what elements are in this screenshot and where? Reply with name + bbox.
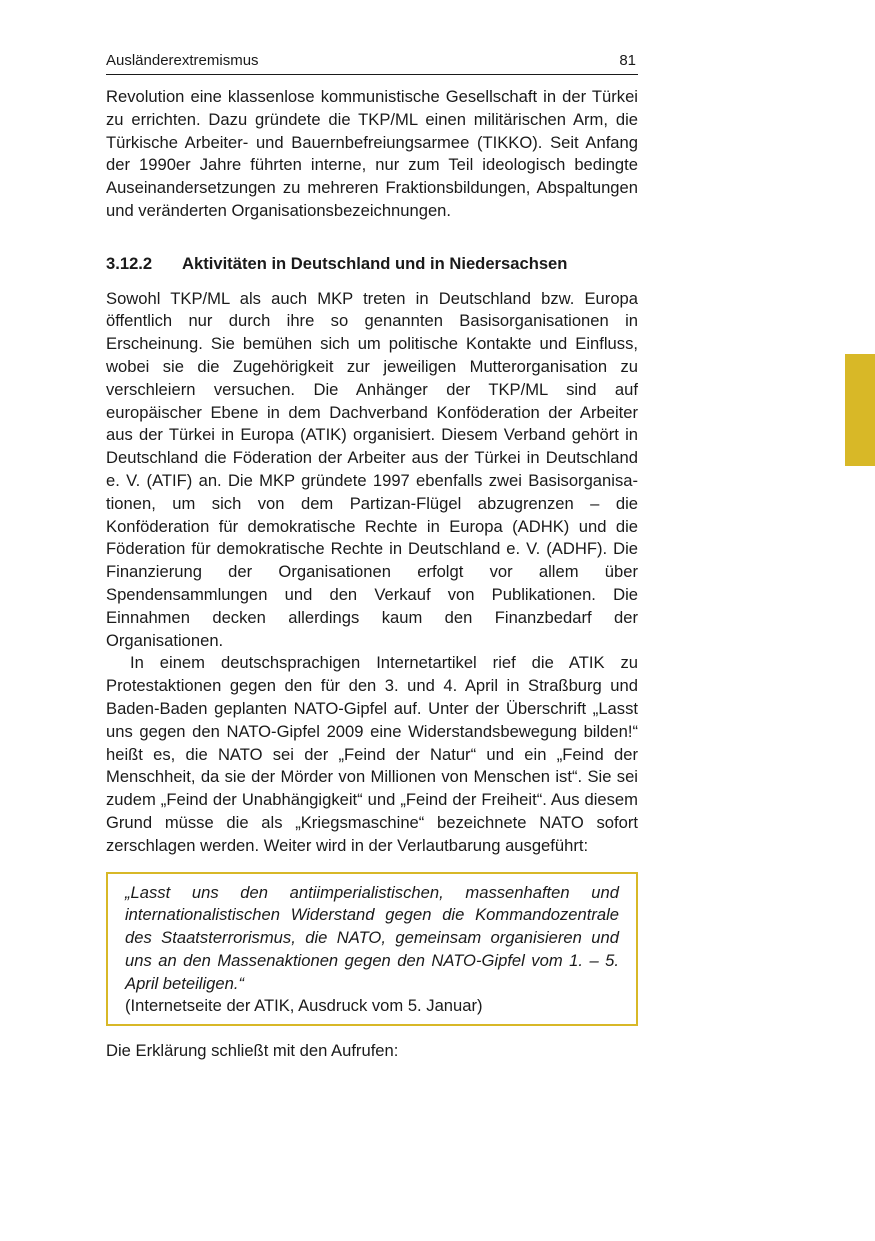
page-body	[106, 86, 638, 1063]
body-paragraph-2: In einem deutschsprachigen Internetartikel rief die ATIK zu Protestaktionen gegen den für den 3. und 4. April in Straßburg und Baden-Baden geplanten NATO-Gipfel auf. Unter der Überschrift „Lasst uns gegen den NATO-Gipfel 2009 eine Widerstandsbewegung bilden!“ heißt es, die NATO sei der „Feind der Natur“ und ein „Feind der Menschheit, da sie der Mörder von Millionen von Menschen ist“. Sie sei zudem „Feind der Unabhängigkeit“ und „Feind der Freiheit“. Aus diesem Grund müsse die als „Kriegsmaschine“ bezeichnete NATO sofort zerschlagen werden. Weiter wird in der Verlautbarung ausgeführt:	[106, 653, 638, 855]
section-heading	[106, 253, 638, 276]
quote-text: „Lasst uns den antiimperialistischen, massenhaften und internationalistischen Widerstand gegen die Kommandozentrale des Staatsterrorismus, die NATO, gemeinsam organisieren und uns an den Massenaktionen gegen den NATO-Gipfel vom 1. – 5. April beteiligen.“	[125, 882, 619, 993]
quote-box	[106, 872, 638, 1027]
header-section-title: Ausländerextremismus	[106, 52, 259, 69]
body-paragraph-1: Sowohl TKP/ML als auch MKP treten in Deutschland bzw. Europa öffentlich nur durch ihre so genannten Basisorganisationen in Erscheinung. Sie bemühen sich um politische Kontakte und Einfluss, wobei sie die Zugehörigkeit zur jeweiligen Mutterorganisation zu verschleiern versuchen. Die Anhänger der TKP/ML sind auf europäischer Ebene in dem Dachverband Konföderation der Arbeiter aus der Türkei in Europa (ATIK) organisiert. Diesem Verband gehört in Deutschland die Föderation der Arbeiter aus der Türkei in Deutschland e. V. (ATIF) an. Die MKP gründete 1997 ebenfalls zwei Basisorganisationen, um sich von dem Partizan-Flügel abzugrenzen – die Konföderation für demokratische Rechte in Europa (ADHK) und die Föderation für demokratische Rechte in Deutschland e. V. (ADHF). Die Finanzierung der Organisationen erfolgt vor allem über Spendensammlungen und den Verkauf von Publikationen. Die Einnahmen decken allerdings kaum den Finanzbedarf der Organisationen.	[106, 288, 638, 650]
section-title: Aktivitäten in Deutschland und in Niedersachsen	[182, 253, 568, 273]
quote-source: (Internetseite der ATIK, Ausdruck vom 5. Januar)	[125, 996, 483, 1016]
closing-paragraph: Die Erklärung schließt mit den Aufrufen:	[106, 1041, 399, 1061]
page-number: 81	[619, 52, 636, 69]
running-header	[106, 50, 638, 75]
intro-paragraph: Revolution eine klassenlose kommunistische Gesellschaft in der Türkei zu errichten. Dazu gründete die TKP/ML einen militärischen Arm, die Türkische Arbeiter- und Bauernbefreiungsarmee (TIKKO). Seit Anfang der 1990er Jahre führten interne, nur zum Teil ideologisch bedingte Auseinandersetzungen zu mehreren Fraktionsbildungen, Abspaltungen und veränderten Organisationsbezeichnungen.	[106, 87, 638, 220]
section-number: 3.12.2	[106, 253, 153, 273]
chapter-tab-marker	[845, 354, 875, 466]
